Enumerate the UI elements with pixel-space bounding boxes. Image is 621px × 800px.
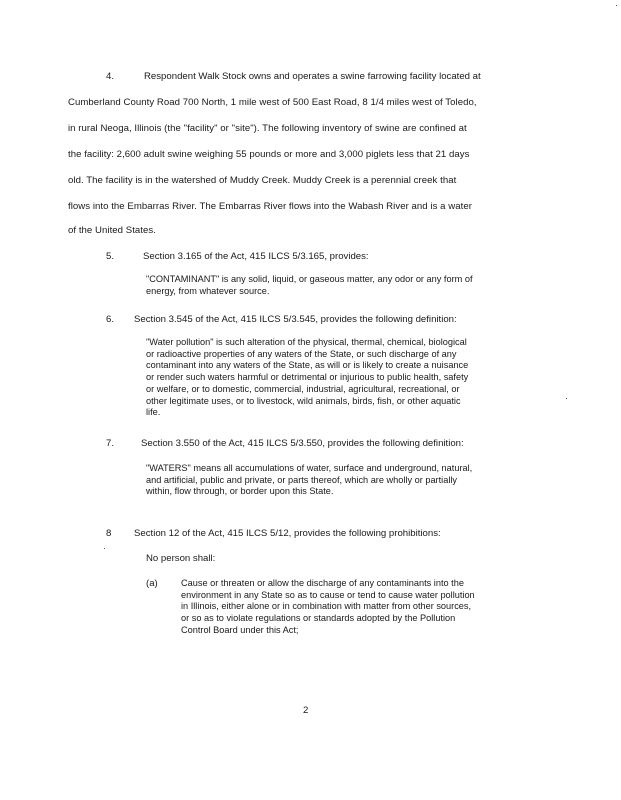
quote-line: and artificial, public and private, or parts thereof, which are wholly or partially <box>146 474 457 485</box>
block-quote <box>146 337 546 419</box>
paragraph-number: 6. <box>106 314 115 325</box>
quote-line: energy, from whatever source. <box>146 285 270 296</box>
sub-item-line: in Illinois, either alone or in combination with matter from other sources, <box>181 601 472 612</box>
paragraph-number: 4. <box>106 71 115 82</box>
scan-speck <box>104 548 105 549</box>
quote-line: contaminant into any waters of the State, as will or is likely to create a nuisance <box>146 360 469 371</box>
lead-in-text: No person shall: <box>146 553 216 564</box>
paragraph-line: in rural Neoga, Illinois (the "facility" or "site"). The following inventory of swine are confined at <box>68 123 467 134</box>
sub-item-text <box>181 578 541 637</box>
block-quote <box>146 274 546 297</box>
paragraph-number: 8 <box>106 528 112 539</box>
paragraph-heading: Section 3.550 of the Act, 415 ILCS 5/3.550, provides the following definition: <box>141 438 464 449</box>
sub-item-line: environment in any State so as to cause or tend to cause water pollution <box>181 589 475 600</box>
quote-line: "WATERS" means all accumulations of water, surface and underground, natural, <box>146 463 473 473</box>
paragraph-heading: Section 3.165 of the Act, 415 ILCS 5/3.165, provides: <box>143 251 369 262</box>
quote-line: or welfare, or to domestic, commercial, industrial, agricultural, recreational, or <box>146 383 460 394</box>
paragraph-line: of the United States. <box>68 225 156 236</box>
scan-speck <box>566 398 567 399</box>
paragraph-line: Cumberland County Road 700 North, 1 mile west of 500 East Road, 8 1/4 miles west of Toledo, <box>68 97 477 108</box>
quote-line: "Water pollution" is such alteration of the physical, thermal, chemical, biological <box>146 337 467 347</box>
paragraph-heading: Section 3.545 of the Act, 415 ILCS 5/3.545, provides the following definition: <box>134 314 457 325</box>
sub-item-line: or so as to violate regulations or standards adopted by the Pollution <box>181 613 456 624</box>
quote-line: other legitimate uses, or to livestock, wild animals, birds, fish, or other aquatic <box>146 395 461 406</box>
block-quote <box>146 463 546 498</box>
paragraph-line: the facility: 2,600 adult swine weighing 55 pounds or more and 3,000 piglets less that 21 days <box>68 149 470 160</box>
paragraph-heading: Section 12 of the Act, 415 ILCS 5/12, provides the following prohibitions: <box>134 528 441 539</box>
sub-item-line: Control Board under this Act; <box>181 624 299 635</box>
quote-line: within, flow through, or border upon this State. <box>146 486 334 497</box>
sub-item-label: (a) <box>146 578 158 589</box>
scan-speck <box>616 5 617 6</box>
quote-line: or render such waters harmful or detrimental or injurious to public health, safety <box>146 372 469 383</box>
paragraph-line: flows into the Embarras River. The Embarras River flows into the Wabash River and is a water <box>68 201 472 212</box>
paragraph-number: 5. <box>106 251 115 262</box>
paragraph-line: Respondent Walk Stock owns and operates a swine farrowing facility located at <box>144 71 481 82</box>
quote-line: life. <box>146 407 161 418</box>
quote-line: "CONTAMINANT" is any solid, liquid, or gaseous matter, any odor or any form of <box>146 274 473 284</box>
sub-item-line: Cause or threaten or allow the discharge of any contaminants into the <box>181 578 464 588</box>
paragraph-line: old. The facility is in the watershed of Muddy Creek. Muddy Creek is a perennial creek that <box>68 175 457 186</box>
quote-line: or radioactive properties of any waters of the State, or such discharge of any <box>146 348 457 359</box>
page-number: 2 <box>303 705 309 716</box>
paragraph-number: 7. <box>106 438 115 449</box>
